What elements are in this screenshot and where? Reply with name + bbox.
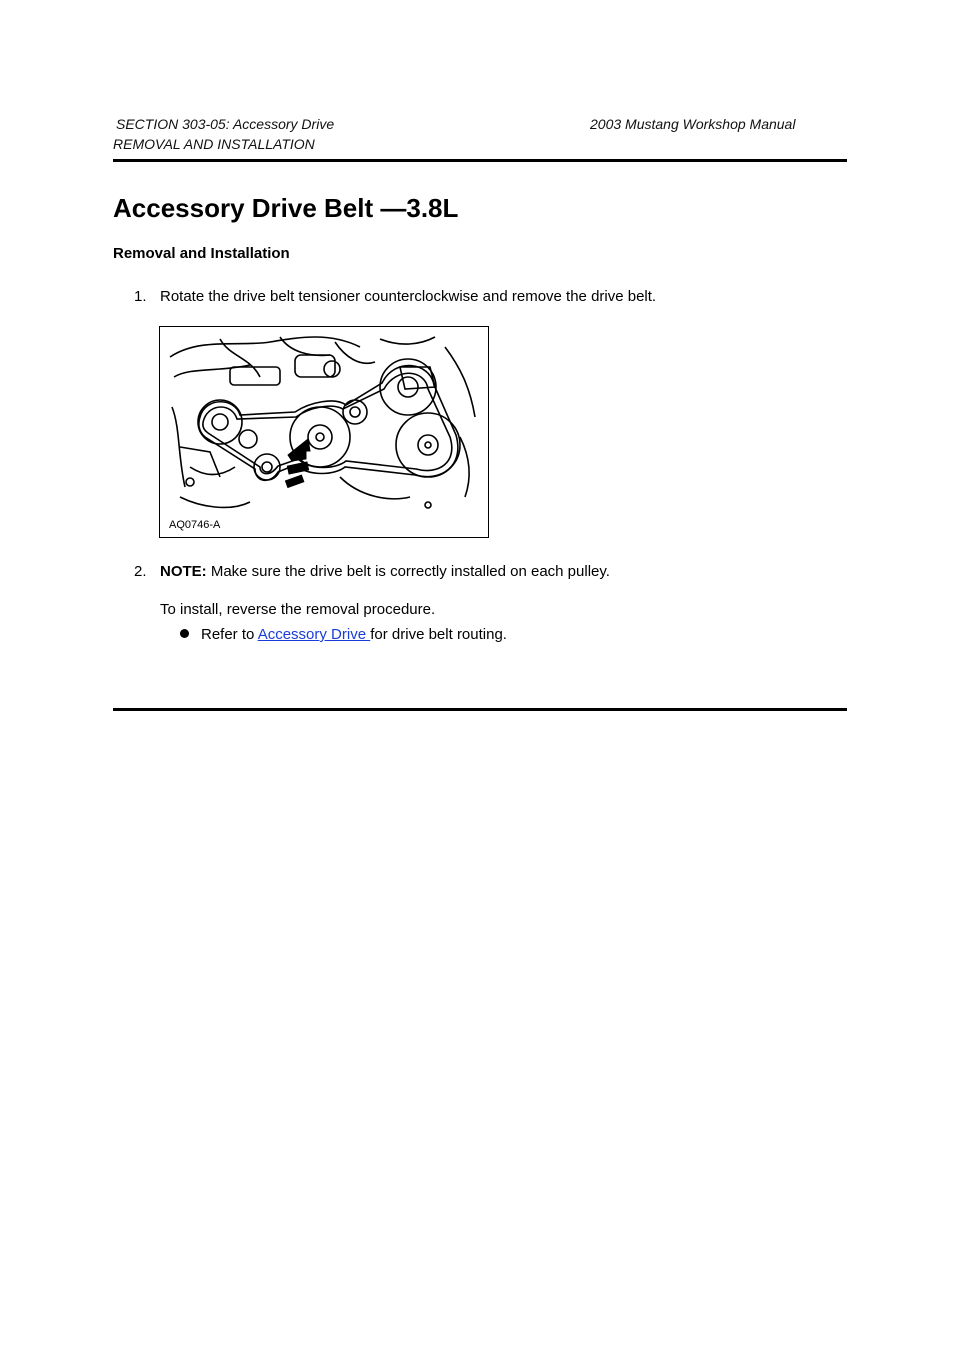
bullet-dot-icon: [180, 629, 189, 638]
bottom-rule: [113, 708, 847, 711]
step-number: 1.: [134, 288, 147, 305]
page-title: Accessory Drive Belt —3.8L: [113, 193, 459, 223]
section-subtitle: Removal and Installation: [113, 245, 290, 262]
step-text: Rotate the drive belt tensioner counterclockwise and remove the drive belt.: [160, 288, 657, 305]
note-label: NOTE:: [160, 563, 207, 580]
header-subsection: REMOVAL AND INSTALLATION: [113, 136, 315, 152]
figure-id-label: AQ0746-A: [169, 519, 221, 531]
bullet-item: [180, 626, 507, 643]
belt-diagram-drawing: [160, 327, 488, 537]
header-section: SECTION 303-05: Accessory Drive: [116, 116, 335, 132]
bullet-suffix: for drive belt routing.: [370, 626, 507, 643]
step-number: 2.: [134, 563, 147, 580]
accessory-drive-link[interactable]: Accessory Drive: [257, 626, 371, 643]
note-text: Make sure the drive belt is correctly installed on each pulley.: [206, 563, 610, 580]
engine-belt-illustration: [159, 326, 489, 538]
header-manual-title: 2003 Mustang Workshop Manual: [590, 116, 796, 132]
install-instruction: To install, reverse the removal procedure.: [160, 601, 436, 618]
top-rule: [113, 159, 847, 162]
step-text: [160, 563, 610, 580]
bullet-prefix: Refer to: [201, 626, 258, 643]
